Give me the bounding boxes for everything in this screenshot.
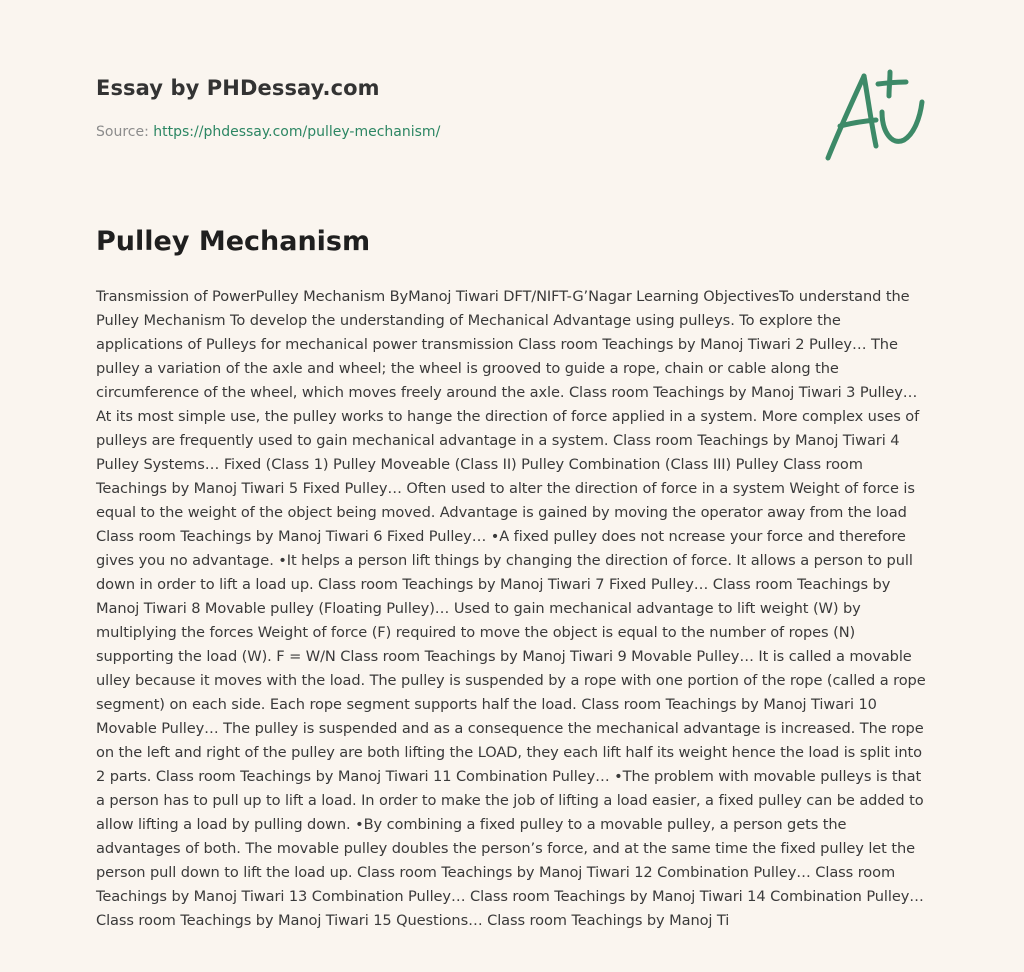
source-line xyxy=(96,124,440,140)
source-link[interactable]: https://phdessay.com/pulley-mechanism/ xyxy=(153,124,441,140)
essay-body: Transmission of PowerPulley Mechanism ByManoj Tiwari DFT/NIFT-G’Nagar Learning ObjectivesTo understand the Pulley Mechanism To develop the understanding of Mechanical Advantage using pulleys. To explore the applications of Pulleys for mechanical power transmission Class room Teachings by Manoj Tiwari 2 Pulley… The pulley a variation of the axle and wheel; the wheel is grooved to guide a rope, chain or cable along the circumference of the wheel, which moves freely around the axle. Class room Teachings by Manoj Tiwari 3 Pulley… At its most simple use, the pulley works to hange the direction of force applied in a system. More complex uses of pulleys are frequently used to gain mechanical advantage in a system. Class room Teachings by Manoj Tiwari 4 Pulley Systems… Fixed (Class 1) Pulley Moveable (Class II) Pulley Combination (Class III) Pulley Class room Teachings by Manoj Tiwari 5 Fixed Pulley… Often used to alter the direction of force in a system Weight of force is equal to the weight of the object being moved. Advantage is gained by moving the operator away from the load Class room Teachings by Manoj Tiwari 6 Fixed Pulley… •A fixed pulley does not ncrease your force and therefore gives you no advantage. •It helps a person lift things by changing the direction of force. It allows a person to pull down in order to lift a load up. Class room Teachings by Manoj Tiwari 7 Fixed Pulley… Class room Teachings by Manoj Tiwari 8 Movable pulley (Floating Pulley)… Used to gain mechanical advantage to lift weight (W) by multiplying the forces Weight of force (F) required to move the object is equal to the number of ropes (N) supporting the load (W). F = W/N Class room Teachings by Manoj Tiwari 9 Movable Pulley… It is called a movable ulley because it moves with the load. The pulley is suspended by a rope with one portion of the rope (called a rope segment) on each side. Each rope segment supports half the load. Class room Teachings by Manoj Tiwari 10 Movable Pulley… The pulley is suspended and as a consequence the mechanical advantage is increased. The rope on the left and right of the pulley are both lifting the LOAD, they each lift half its weight hence the load is split into 2 parts. Class room Teachings by Manoj Tiwari 11 Combination Pulley… •The problem with movable pulleys is that a person has to pull up to lift a load. In order to make the job of lifting a load easier, a fixed pulley can be added to allow lifting a load by pulling down. •By combining a fixed pulley to a movable pulley, a person gets the advantages of both. The movable pulley doubles the person’s force, and at the same time the fixed pulley let the person pull down to lift the load up. Class room Teachings by Manoj Tiwari 12 Combination Pulley… Class room Teachings by Manoj Tiwari 13 Combination Pulley… Class room Teachings by Manoj Tiwari 14 Combination Pulley… Class room Teachings by Manoj Tiwari 15 Questions… Class room Teachings by Manoj Ti xyxy=(96,288,926,929)
essay-title: Pulley Mechanism xyxy=(96,226,371,257)
a-plus-logo-icon xyxy=(818,66,930,168)
source-label: Source: xyxy=(96,124,149,140)
site-title: Essay by PHDessay.com xyxy=(96,76,380,100)
